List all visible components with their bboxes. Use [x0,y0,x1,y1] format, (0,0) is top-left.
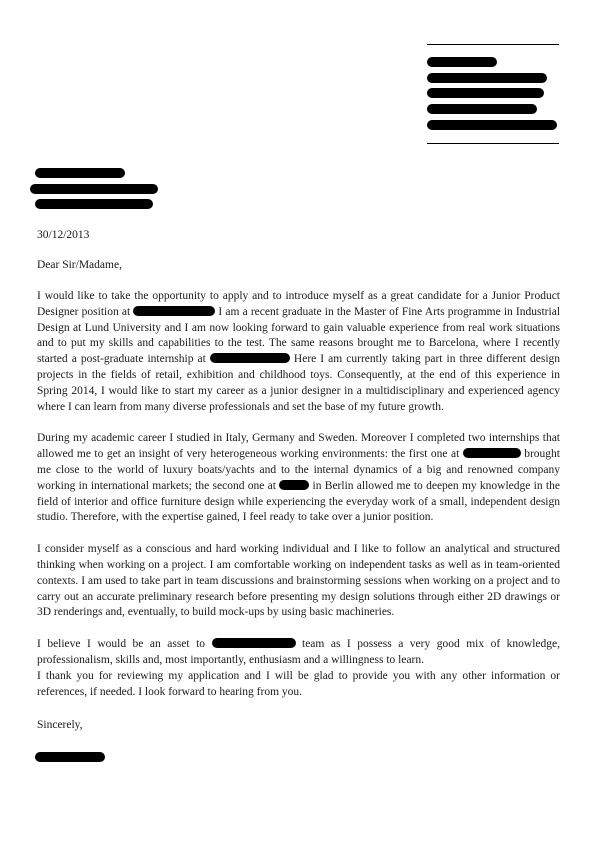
paragraph-1-part-b: I am a recent graduate in the Master of Fine Arts programme in Industrial Design at Lund University and I am now looking forward to gain valuable experience from real work situations and to put my skills and capabilities to the test. The same reasons brought me to Barcelona, where I recently started a post-graduate internship at [37,305,561,366]
closing: Sincerely, [37,719,83,731]
letter-body [37,289,560,700]
paragraph-4-part-c: I thank you for reviewing my application and I will be glad to provide you with any other information or references, if needed. I look forward to hearing from you. [37,669,560,698]
first-internship-company-redacted [463,448,521,458]
second-internship-company-redacted [279,480,309,490]
sender-email-redacted [427,120,557,130]
paragraph-1-part-c: Here I am currently taking part in three different design projects in the fields of retail, exhibition and childhood toys. Consequently, at the end of this experience in Spring 2014, I would like to start my career as a junior designer in a multidisciplinary and experienced agency where I can learn from many diverse professionals and set the base of my future growth. [37,353,561,413]
paragraph-1-part-a: I would like to take the opportunity to apply and to introduce myself as a great candidate for a Junior Product Designer position at [37,290,560,318]
recipient-name-redacted [35,168,125,178]
sender-phone-redacted [427,104,537,114]
paragraph-1 [37,289,560,415]
internship-company-redacted [210,353,290,363]
paragraph-2-part-c: in Berlin allowed me to deepen my knowledge in the field of interior and office furniture design while experiencing the everyday work of a small, independent design studio. Therefore, with the expertise gained, I feel ready to take over a junior position. [37,479,560,524]
letter-date: 30/12/2013 [37,229,90,241]
recipient-address-line1-redacted [30,184,158,194]
header-top-rule [427,44,559,45]
signature-name-redacted [35,752,105,762]
target-company-redacted [212,638,296,648]
paragraph-4-part-b: team as I possess a very good mix of knowledge, professionalism, skills and, most importantly, enthusiasm and a willingness to learn. [37,638,560,666]
paragraph-2-part-b: brought me close to the world of luxury boats/yachts and to the internal dynamics of a big and renowned company working in international markets; the second one at [37,448,560,492]
paragraph-3: I consider myself as a conscious and hard working individual and I like to follow an analytical and structured thinking when working on a project. I am comfortable working on independent tasks as well as in team-oriented contexts. I am used to take part in team discussions and brainstorming sessions when working on a project and to carry out an accurate preliminary research before presenting my design solutions through either 2D drawings or 3D renderings and, eventually, to build mock-ups by using basic machineries. [37,543,560,619]
paragraph-4 [37,637,560,700]
company-name-redacted [133,306,215,316]
paragraph-2 [37,431,560,526]
header-bottom-rule [427,143,559,144]
sender-address-line1-redacted [427,73,547,83]
recipient-address-line2-redacted [35,199,153,209]
sender-name-redacted [427,57,497,67]
sender-address-line2-redacted [427,88,544,98]
paragraph-4-part-a: I believe I would be an asset to [37,638,212,651]
paragraph-2-part-a: During my academic career I studied in Italy, Germany and Sweden. Moreover I completed two internships that allowed me to get an insight of very heterogeneous working environments: the first one at [37,432,560,461]
salutation: Dear Sir/Madame, [37,259,122,271]
